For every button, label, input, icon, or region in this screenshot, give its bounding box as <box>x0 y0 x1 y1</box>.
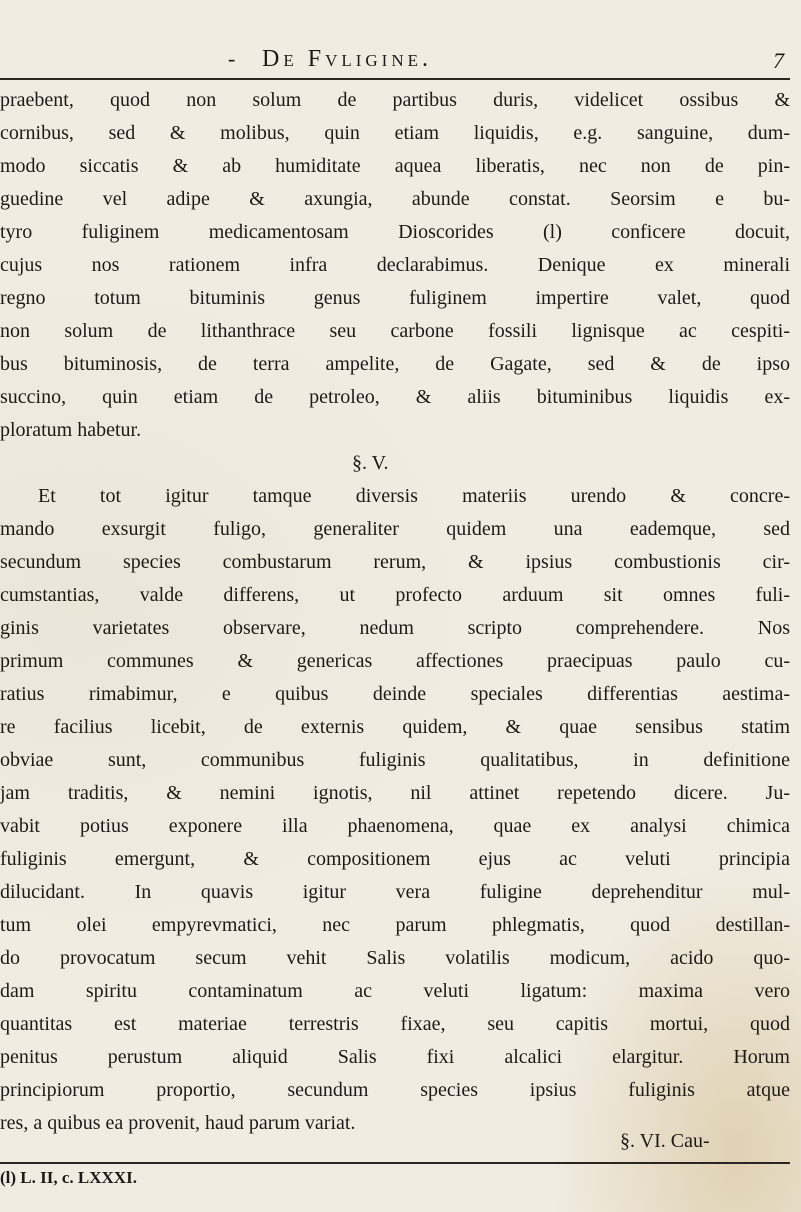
page-header <box>0 46 801 72</box>
text-line: non solum de lithanthrace seu carbone fossili lignisque ac cespiti- <box>0 320 790 342</box>
text-line: quantitas est materiae terrestris fixae, seu capitis mortui, quod <box>0 1013 790 1035</box>
text-line: ratius rimabimur, e quibus deinde speciales differentias aestima- <box>0 683 790 705</box>
text-line: jam traditis, & nemini ignotis, nil attinet repetendo dicere. Ju- <box>0 782 790 804</box>
text-line: cujus nos rationem infra declarabimus. Denique ex minerali <box>0 254 790 276</box>
text-line: principiorum proportio, secundum species ipsius fuliginis atque <box>0 1079 790 1101</box>
text-line: succino, quin etiam de petroleo, & aliis bituminibus liquidis ex- <box>0 386 790 408</box>
text-line: penitus perustum aliquid Salis fixi alcalici elargitur. Horum <box>0 1046 790 1068</box>
text-line: ginis varietates observare, nedum scripto comprehendere. Nos <box>0 617 790 639</box>
text-line: praebent, quod non solum de partibus duris, videlicet ossibus & <box>0 89 790 111</box>
paragraph-2 <box>0 480 790 1140</box>
header-rule <box>0 78 790 80</box>
paragraph-1 <box>0 84 790 447</box>
text-line: regno totum bituminis genus fuliginem impertire valet, quod <box>0 287 790 309</box>
text-line: re facilius licebit, de externis quidem, & quae sensibus statim <box>0 716 790 738</box>
running-head: De Fvligine. <box>262 46 432 72</box>
text-line: bus bituminosis, de terra ampelite, de Gagate, sed & de ipso <box>0 353 790 375</box>
catchword: §. VI. Cau- <box>620 1130 710 1152</box>
text-line: fuliginis emergunt, & compositionem ejus ac veluti principia <box>0 848 790 870</box>
text-line: do provocatum secum vehit Salis volatilis modicum, acido quo- <box>0 947 790 969</box>
text-line: res, a quibus ea provenit, haud parum variat. <box>0 1112 356 1134</box>
page-number: 7 <box>773 48 784 73</box>
text-line: ploratum habetur. <box>0 419 142 441</box>
text-line: guedine vel adipe & axungia, abunde constat. Seorsim e bu- <box>0 188 790 210</box>
text-line: mando exsurgit fuligo, generaliter quidem una eademque, sed <box>0 518 790 540</box>
text-line: modo siccatis & ab humiditate aquea liberatis, nec non de pin- <box>0 155 790 177</box>
text-line: cornibus, sed & molibus, quin etiam liquidis, e.g. sanguine, dum- <box>0 122 790 144</box>
section-heading: §. V. <box>352 452 389 474</box>
text-line: obviae sunt, communibus fuliginis qualitatibus, in definitione <box>0 749 790 771</box>
text-line: vabit potius exponere illa phaenomena, quae ex analysi chimica <box>0 815 790 837</box>
text-line: secundum species combustarum rerum, & ipsius combustionis cir- <box>0 551 790 573</box>
text-line: primum communes & genericas affectiones praecipuas paulo cu- <box>0 650 790 672</box>
header-dash: - <box>228 46 236 71</box>
body-text <box>0 84 790 1140</box>
footnote-rule <box>0 1162 790 1164</box>
text-line: cumstantias, valde differens, ut profecto arduum sit omnes fuli- <box>0 584 790 606</box>
text-line: tyro fuliginem medicamentosam Dioscorides (l) conficere docuit, <box>0 221 790 243</box>
text-line: tum olei empyrevmatici, nec parum phlegmatis, quod destillan- <box>0 914 790 936</box>
text-line: dilucidant. In quavis igitur vera fuligine deprehenditur mul- <box>0 881 790 903</box>
text-line: dam spiritu contaminatum ac veluti ligatum: maxima vero <box>0 980 790 1002</box>
text-line: Et tot igitur tamque diversis materiis urendo & concre- <box>38 485 790 507</box>
footnote: (l) L. II, c. LXXXI. <box>0 1168 137 1187</box>
